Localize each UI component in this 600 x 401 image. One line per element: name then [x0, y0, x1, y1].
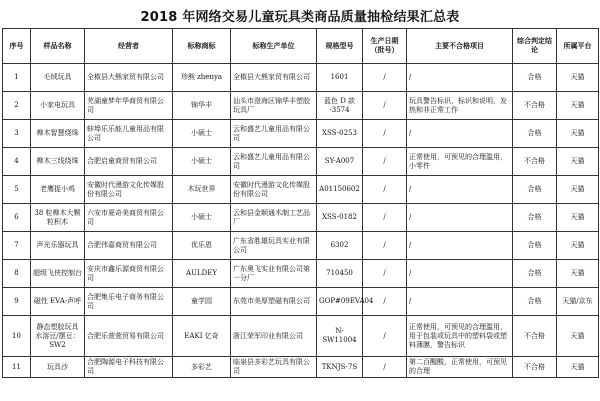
table-row — [3, 92, 599, 120]
header-no: 序号 — [3, 29, 31, 64]
cell-brand: EAKI 亿奇 — [173, 316, 231, 357]
cell-seller: 合肥集乐电子商务有限公司 — [85, 288, 173, 316]
cell-result: 合格 — [513, 176, 557, 204]
cell-no: 8 — [3, 260, 31, 288]
cell-brand: 珍熊 zhenya — [173, 64, 231, 92]
cell-model: XSS-0182 — [317, 204, 363, 232]
cell-name: 小家电玩具 — [31, 92, 85, 120]
header-model: 规格型号 — [317, 29, 363, 64]
cell-result: 不合格 — [513, 316, 557, 357]
cell-result: 合格 — [513, 260, 557, 288]
cell-no: 3 — [3, 120, 31, 148]
header-platform: 所属平台 — [557, 29, 599, 64]
cell-maker: 安徽时代漫游文化传媒股份有限公司 — [231, 176, 317, 204]
cell-name: 38 粒榫木大颗粒积木 — [31, 204, 85, 232]
cell-brand: 小硕士 — [173, 120, 231, 148]
cell-date: / — [363, 120, 407, 148]
cell-platform: 天猫 — [557, 357, 599, 378]
cell-model: XSS-0253 — [317, 120, 363, 148]
cell-name: 磁性 EVA-声呼 — [31, 288, 85, 316]
header-sample-name: 样品名称 — [31, 29, 85, 64]
cell-maker: 广东省胜雄玩具实业有限公司 — [231, 232, 317, 260]
cell-date: / — [363, 357, 407, 378]
cell-seller: 安徽时代漫游文化传媒股份有限公司 — [85, 176, 173, 204]
cell-result: 不合格 — [513, 148, 557, 176]
cell-model: 6302 — [317, 232, 363, 260]
cell-name: 榫木智慧绕珠 — [31, 120, 85, 148]
cell-brand: 木玩世界 — [173, 176, 231, 204]
table-row — [3, 204, 599, 232]
cell-issues: 玩具警告标识，标识和说明，发热和非正常工作 — [407, 92, 513, 120]
cell-maker: 全椒县大熊家贸有限公司 — [231, 64, 317, 92]
cell-brand: 锦华丰 — [173, 92, 231, 120]
cell-name: 榫木三线绕珠 — [31, 148, 85, 176]
table-row — [3, 260, 599, 288]
table-row — [3, 176, 599, 204]
cell-result: 不合格 — [513, 357, 557, 378]
cell-model: 蓝色 D 款 -3574 — [317, 92, 363, 120]
cell-brand: 优乐恩 — [173, 232, 231, 260]
cell-brand: 小硕士 — [173, 204, 231, 232]
table-row — [3, 357, 599, 378]
cell-seller: 合肥陶源电子科技有限公司 — [85, 357, 173, 378]
cell-seller: 合肥伟嘉商贸有限公司 — [85, 232, 173, 260]
cell-date: / — [363, 260, 407, 288]
cell-seller: 安庆市鑫乐源商贸有限公司 — [85, 260, 173, 288]
cell-date: / — [363, 316, 407, 357]
cell-platform: 天猫 — [557, 176, 599, 204]
cell-model: A01150602 — [317, 176, 363, 204]
cell-date: / — [363, 288, 407, 316]
cell-no: 2 — [3, 92, 31, 120]
cell-name: 玩具沙 — [31, 357, 85, 378]
cell-issues: / — [407, 176, 513, 204]
cell-issues: 正常使用，可预见的合理滥用，小零件 — [407, 148, 513, 176]
table-row — [3, 316, 599, 357]
cell-issues: / — [407, 260, 513, 288]
header-seller: 经营者 — [85, 29, 173, 64]
cell-platform: 天猫/京东 — [557, 288, 599, 316]
cell-no: 4 — [3, 148, 31, 176]
cell-platform: 天猫 — [557, 204, 599, 232]
cell-seller: 全椒县大熊家贸有限公司 — [85, 64, 173, 92]
cell-no: 11 — [3, 357, 31, 378]
table-row — [3, 120, 599, 148]
cell-platform: 天猫 — [557, 260, 599, 288]
cell-seller: 芜湖童梦年华商贸有限公司 — [85, 92, 173, 120]
cell-name: 静态塑胶玩具 水溶豆/摆豆：SW2 — [31, 316, 85, 357]
cell-seller: 六安市夏奇美商贸有限公司 — [85, 204, 173, 232]
cell-no: 9 — [3, 288, 31, 316]
cell-date: / — [363, 92, 407, 120]
cell-result: 合格 — [513, 204, 557, 232]
cell-brand: 多彩艺 — [173, 357, 231, 378]
cell-brand: AULDEY — [173, 260, 231, 288]
cell-no: 10 — [3, 316, 31, 357]
cell-name: 老鹰捉小鸡 — [31, 176, 85, 204]
cell-platform: 天猫 — [557, 120, 599, 148]
header-issues: 主要不合格项目 — [407, 29, 513, 64]
cell-date: / — [363, 232, 407, 260]
table-row — [3, 232, 599, 260]
cell-date: / — [363, 64, 407, 92]
cell-issues: 第二百醒酸，正常使用，可预见的合理 — [407, 357, 513, 378]
cell-seller: 合肥乐萱萱贸易有限公司 — [85, 316, 173, 357]
table-row — [3, 288, 599, 316]
cell-maker: 云和盛艺儿童用品有限公司 — [231, 148, 317, 176]
cell-model: 1601 — [317, 64, 363, 92]
cell-issues: / — [407, 204, 513, 232]
results-table — [2, 28, 599, 378]
cell-result: 合格 — [513, 120, 557, 148]
cell-no: 6 — [3, 204, 31, 232]
header-maker: 标称生产单位 — [231, 29, 317, 64]
cell-name: 超级飞侠控制台 — [31, 260, 85, 288]
cell-issues: / — [407, 64, 513, 92]
cell-seller: 蚌埠乐乐能儿童用品有限公司 — [85, 120, 173, 148]
cell-result: 合格 — [513, 64, 557, 92]
page-title: 2018 年网络交易儿童玩具类商品质量抽检结果汇总表 — [140, 10, 460, 25]
cell-model: TKNJS-7S — [317, 357, 363, 378]
cell-model: 710450 — [317, 260, 363, 288]
table-row — [3, 64, 599, 92]
cell-brand: 小硕士 — [173, 148, 231, 176]
cell-issues: 正常使用，可预见的合理滥用，用于包装或玩具中的塑料袋或塑料薄膜，警告标识 — [407, 316, 513, 357]
cell-platform: 天猫 — [557, 64, 599, 92]
cell-maker: 临泉县多彩艺玩具有限公司 — [231, 357, 317, 378]
cell-name: 声光乐器玩具 — [31, 232, 85, 260]
header-brand: 标称商标 — [173, 29, 231, 64]
cell-brand: 童学园 — [173, 288, 231, 316]
cell-maker: 云和盛艺儿童用品有限公司 — [231, 120, 317, 148]
cell-name: 毛绒玩具 — [31, 64, 85, 92]
cell-date: / — [363, 148, 407, 176]
cell-maker: 浙江荣军印业有限公司 — [231, 316, 317, 357]
cell-issues: / — [407, 120, 513, 148]
cell-no: 1 — [3, 64, 31, 92]
cell-model: SY-A007 — [317, 148, 363, 176]
cell-date: / — [363, 204, 407, 232]
cell-no: 5 — [3, 176, 31, 204]
cell-platform: 天猫 — [557, 232, 599, 260]
cell-result: 合格 — [513, 288, 557, 316]
cell-maker: 云和县金顺通木制工艺品厂 — [231, 204, 317, 232]
header-row — [3, 29, 599, 64]
cell-result: 合格 — [513, 232, 557, 260]
cell-model: GOP#09EVA04 — [317, 288, 363, 316]
cell-model: N-SW11004 — [317, 316, 363, 357]
header-date: 生产日期（批号） — [363, 29, 407, 64]
cell-result: 不合格 — [513, 92, 557, 120]
cell-seller: 合肥启童商贸有限公司 — [85, 148, 173, 176]
table-row — [3, 148, 599, 176]
cell-maker: 东莞市美厚塑磁有限公司 — [231, 288, 317, 316]
cell-issues: / — [407, 232, 513, 260]
cell-platform: 天猫 — [557, 316, 599, 357]
cell-issues: / — [407, 288, 513, 316]
cell-platform: 天猫 — [557, 148, 599, 176]
cell-date: / — [363, 176, 407, 204]
header-result: 综合判定结论 — [513, 29, 557, 64]
cell-no: 7 — [3, 232, 31, 260]
cell-maker: 汕头市澄海区锦华丰塑胶玩具厂 — [231, 92, 317, 120]
cell-maker: 广东奥飞实业有限公司第一分厂 — [231, 260, 317, 288]
cell-platform: 天猫 — [557, 92, 599, 120]
